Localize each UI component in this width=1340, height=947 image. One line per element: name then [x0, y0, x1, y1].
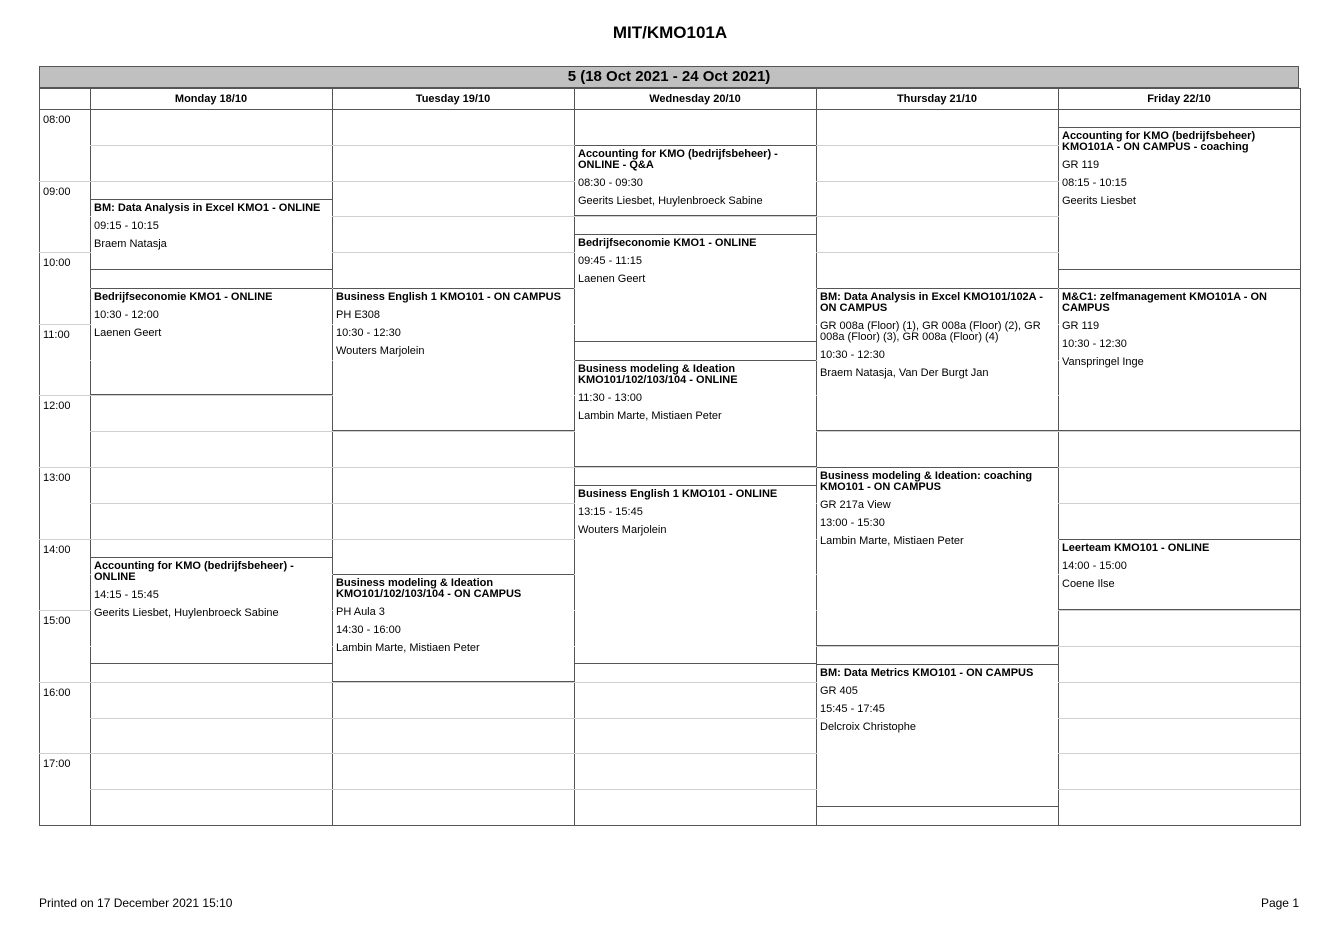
- event-detail: GR 119: [1062, 320, 1100, 332]
- time-label: 10:00: [43, 257, 71, 270]
- event-detail: Wouters Marjolein: [336, 345, 425, 357]
- time-label: 16:00: [43, 686, 71, 699]
- event-block: [575, 145, 816, 217]
- event-detail: 10:30 - 12:30: [336, 327, 401, 339]
- time-label: 14:00: [43, 543, 71, 556]
- page-title: MIT/KMO101A: [612, 23, 728, 42]
- event-title: Business modeling & Ideation KMO101/102/103/104 - ONLINE: [578, 362, 738, 386]
- event-block: [333, 288, 574, 431]
- time-slot-line: [39, 753, 1300, 754]
- event-block: [1059, 127, 1300, 270]
- event-detail: 11:30 - 13:00: [578, 391, 643, 404]
- event-block: [91, 288, 332, 395]
- time-slot-line: [90, 789, 1300, 790]
- event-detail: PH Aula 3: [336, 606, 385, 619]
- week-header: 5 (18 Oct 2021 - 24 Oct 2021): [39, 66, 1299, 88]
- time-label: 08:00: [43, 114, 71, 126]
- event-detail: 13:00 - 15:30: [820, 517, 885, 529]
- day-header: Friday 22/10: [1147, 93, 1211, 105]
- event-detail: Vanspringel Inge: [1062, 356, 1144, 368]
- event-detail: Coene Ilse: [1062, 577, 1115, 590]
- event-detail: Delcroix Christophe: [820, 720, 916, 733]
- time-label: 13:00: [43, 472, 71, 484]
- event-detail: GR 008a (Floor) (1), GR 008a (Floor) (2), GR 008a (Floor) (3), GR 008a (Floor) (4): [820, 320, 1041, 343]
- event-detail: 10:30 - 12:00: [94, 309, 159, 321]
- event-detail: 10:30 - 12:30: [820, 349, 885, 361]
- column-divider: [1300, 88, 1301, 826]
- day-header: Monday 18/10: [174, 93, 248, 105]
- event-title: Accounting for KMO (bedrijfsbeheer) KMO101A - ON CAMPUS - coaching: [1062, 129, 1256, 153]
- printed-date: Printed on 17 December 2021 15:10: [39, 896, 233, 910]
- column-divider: [332, 88, 333, 826]
- event-block: [1059, 539, 1300, 611]
- event-block: [575, 360, 816, 467]
- header-divider: [39, 109, 1300, 110]
- event-detail: 09:45 - 11:15: [578, 255, 643, 268]
- event-detail: Laenen Geert: [578, 273, 646, 286]
- time-label: 17:00: [43, 758, 71, 771]
- event-detail: Lambin Marte, Mistiaen Peter: [820, 535, 964, 547]
- event-block: [817, 288, 1058, 431]
- time-label: 11:00: [43, 328, 70, 341]
- event-block: [817, 467, 1058, 646]
- event-block: [91, 199, 332, 271]
- event-detail: Lambin Marte, Mistiaen Peter: [578, 409, 722, 422]
- event-block: [91, 557, 332, 664]
- event-title: Accounting for KMO (bedrijfsbeheer) - ONLINE: [94, 559, 294, 583]
- event-detail: GR 217a View: [820, 499, 891, 511]
- event-detail: Braem Natasja: [94, 237, 167, 250]
- event-detail: Geerits Liesbet, Huylenbroeck Sabine: [578, 194, 763, 207]
- event-title: Leerteam KMO101 - ONLINE: [1062, 541, 1210, 554]
- event-title: Accounting for KMO (bedrijfsbeheer) - ONLINE - Q&A: [578, 147, 778, 171]
- event-detail: GR 119: [1062, 158, 1100, 171]
- event-detail: 08:30 - 09:30: [578, 176, 643, 189]
- event-detail: 10:30 - 12:30: [1062, 338, 1127, 350]
- event-detail: Braem Natasja, Van Der Burgt Jan: [820, 367, 989, 379]
- event-title: Business English 1 KMO101 - ONLINE: [578, 487, 778, 500]
- event-detail: 15:45 - 17:45: [820, 702, 885, 715]
- day-header: Tuesday 19/10: [415, 93, 491, 105]
- event-title: BM: Data Analysis in Excel KMO1 - ONLINE: [94, 201, 321, 214]
- event-title: Business English 1 KMO101 - ON CAMPUS: [336, 291, 561, 303]
- event-block: [817, 664, 1058, 807]
- event-title: Bedrijfseconomie KMO1 - ONLINE: [578, 237, 757, 250]
- event-detail: 14:00 - 15:00: [1062, 559, 1127, 572]
- event-detail: 09:15 - 10:15: [94, 219, 159, 232]
- day-header: Thursday 21/10: [896, 93, 978, 105]
- event-detail: 08:15 - 10:15: [1062, 176, 1127, 189]
- time-label: 15:00: [43, 615, 71, 628]
- event-block: [333, 574, 574, 681]
- event-title: BM: Data Analysis in Excel KMO101/102A - ON CAMPUS: [820, 291, 1043, 314]
- day-header: Wednesday 20/10: [649, 93, 741, 105]
- event-detail: Geerits Liesbet, Huylenbroeck Sabine: [94, 606, 279, 619]
- event-title: BM: Data Metrics KMO101 - ON CAMPUS: [820, 666, 1034, 679]
- event-block: [1059, 288, 1300, 431]
- event-detail: Lambin Marte, Mistiaen Peter: [336, 642, 480, 655]
- event-detail: 14:30 - 16:00: [336, 624, 401, 637]
- event-detail: Geerits Liesbet: [1062, 194, 1136, 207]
- event-detail: 13:15 - 15:45: [578, 505, 643, 518]
- time-label: 12:00: [43, 400, 71, 413]
- event-detail: Wouters Marjolein: [578, 523, 667, 536]
- event-title: Bedrijfseconomie KMO1 - ONLINE: [94, 291, 273, 303]
- event-title: M&C1: zelfmanagement KMO101A - ON CAMPUS: [1062, 291, 1267, 314]
- event-detail: PH E308: [336, 309, 381, 321]
- event-block: [575, 234, 816, 341]
- time-slot-line: [39, 467, 1300, 468]
- event-block: [575, 485, 816, 664]
- event-title: Business modeling & Ideation KMO101/102/103/104 - ON CAMPUS: [336, 577, 522, 601]
- time-slot-line: [90, 718, 1300, 719]
- event-detail: GR 405: [820, 684, 858, 697]
- time-label: 09:00: [43, 185, 71, 198]
- time-slot-line: [39, 682, 1300, 683]
- page-number: Page 1: [1260, 896, 1299, 910]
- event-detail: Laenen Geert: [94, 327, 162, 339]
- event-detail: 14:15 - 15:45: [94, 588, 159, 601]
- event-title: Business modeling & Ideation: coaching KMO101 - ON CAMPUS: [820, 470, 1033, 493]
